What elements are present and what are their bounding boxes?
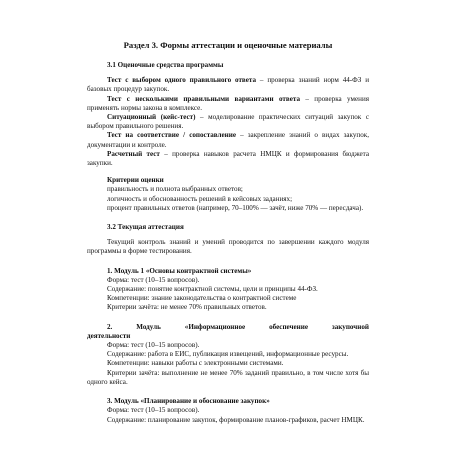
test-type-description: – моделирование практических ситуаций закупок с выбором правильного решения. — [87, 113, 369, 131]
module-2-title-tail: деятельности — [87, 331, 131, 340]
criteria-item: правильность и полнота выбранных ответов; — [107, 185, 243, 194]
document-content — [87, 40, 369, 425]
subsection-heading-3-1: 3.1 Оценочные средства программы — [107, 61, 224, 69]
module-1-title: 1. Модуль 1 «Основы контрактной системы» — [107, 266, 252, 275]
test-type-term: Тест на соответствие / сопоставление — [107, 131, 236, 140]
module-3-line: Форма: тест (10–15 вопросов). — [107, 406, 200, 415]
module-2-title-part: Модуль — [136, 322, 161, 331]
subsection-heading-3-2: 3.2 Текущая аттестация — [107, 223, 184, 232]
section-title: Раздел 3. Формы аттестации и оценочные материалы — [123, 40, 333, 50]
module-3-title: 3. Модуль «Планирование и обоснование закупок» — [107, 397, 270, 406]
test-type-term: Тест с выбором одного правильного ответа — [107, 76, 257, 85]
test-type-description: – проверка знаний норм 44-ФЗ и базовых процедур закупок. — [87, 76, 369, 94]
module-2-line: Содержание: работа в ЕИС, публикация извещений, информационные ресурсы. — [107, 350, 349, 359]
module-1-line: Критерии зачёта: не менее 70% правильных ответов. — [107, 303, 267, 312]
current-assessment-intro: Текущий контроль знаний и умений проводится по завершении каждого модуля программы в форме тестирования. — [87, 238, 369, 256]
module-1-line: Форма: тест (10–15 вопросов). — [107, 275, 200, 284]
module-2-line: Компетенции: навыки работы с электронными системами. — [107, 359, 284, 368]
module-2-title-part: закупочной — [331, 322, 369, 331]
module-1-line: Содержание: понятие контрактной системы, цели и принципы 44-ФЗ. — [107, 285, 318, 294]
test-type-paragraph — [87, 76, 369, 94]
module-1-line: Компетенции: знание законодательства о контрактной системе — [107, 294, 297, 303]
module-2-title-part: обеспечение — [269, 322, 308, 331]
test-type-term: Тест с несколькими правильными вариантами ответа — [107, 94, 300, 103]
module-3-line: Содержание: планирование закупок, формирование планов-графиков, расчет НМЦК. — [107, 415, 365, 424]
test-type-paragraph — [87, 131, 369, 149]
criteria-item: процент правильных ответов (например, 70–100% — зачёт, ниже 70% — пересдача). — [107, 203, 364, 212]
test-type-term: Ситуационный (кейс-тест) — [107, 113, 196, 122]
test-type-description: – закрепление знаний о видах закупок, документации и контроле. — [87, 131, 369, 149]
criteria-item: логичность и обоснованность решений в кейсовых заданиях; — [107, 194, 293, 203]
test-type-description: – проверка умения применять нормы закона в комплексе. — [87, 94, 369, 112]
test-type-paragraph — [87, 113, 369, 131]
test-type-term: Расчетный тест — [107, 149, 160, 158]
test-type-paragraph — [87, 150, 369, 168]
module-2-line: Критерии зачёта: выполнение не менее 70% заданий правильно, в том числе хотя бы одного кейса. — [87, 368, 369, 386]
module-2-title-part: «Информационное — [184, 322, 246, 331]
test-type-paragraph — [87, 95, 369, 113]
module-2-title — [87, 323, 369, 332]
module-2-title-part: 2. — [107, 322, 113, 331]
criteria-heading: Критерии оценки — [107, 176, 164, 185]
module-2-line: Форма: тест (10–15 вопросов). — [107, 341, 200, 350]
test-type-description: – проверка навыков расчета НМЦК и формирования бюджета закупки. — [87, 149, 370, 168]
